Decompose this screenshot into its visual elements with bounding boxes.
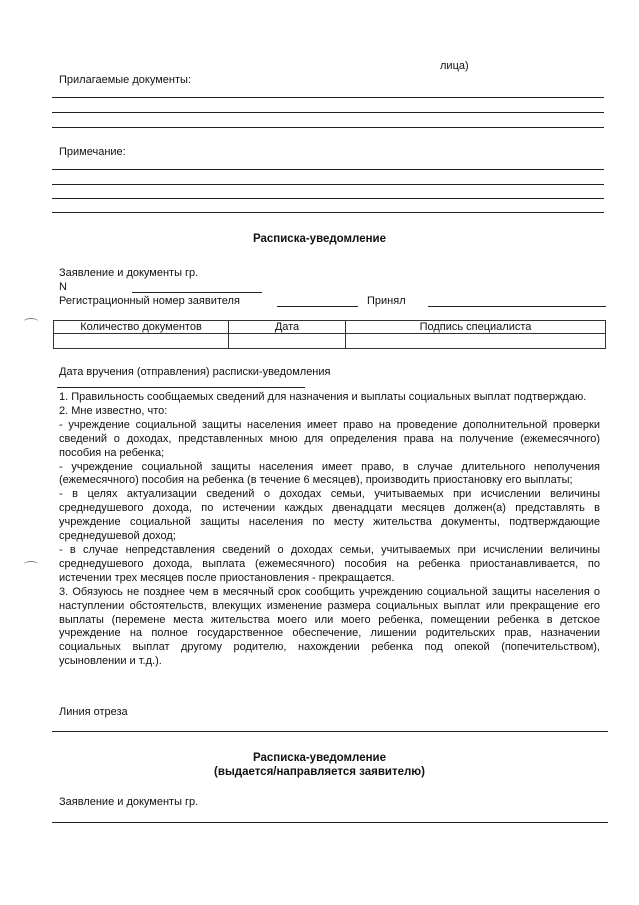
attached-line-1: [52, 97, 604, 98]
statement-item: - в целях актуализации сведений о доходах семьи, учитываемых при исчислении величины среднедушевого дохода, по истечении каждых двенадцати месяцев должен(а) представлять в учреждение социальной защиты населения по месту жительства документы, подтверждающие среднедушевой доход;: [59, 488, 600, 543]
attached-documents-label: Прилагаемые документы:: [59, 74, 191, 86]
receipt2-application-field-line: [52, 822, 608, 823]
attached-line-3: [52, 127, 604, 128]
documents-table: [53, 320, 606, 349]
number-label: N: [59, 281, 67, 293]
statements-block: [59, 391, 600, 669]
accepted-label: Принял: [367, 295, 406, 307]
cell-date: [229, 334, 346, 349]
delivery-date-line: [57, 387, 305, 388]
application-line: Заявление и документы гр.: [59, 267, 199, 279]
note-line-3: [52, 198, 604, 199]
attached-line-2: [52, 112, 604, 113]
statement-item: - учреждение социальной защиты населения имеет право на проведение дополнительной проверки сведений о доходах, представленных мною для определения права на получение (ежемесячного) пособия на ребенка;: [59, 418, 600, 459]
note-line-2: [52, 184, 604, 185]
receipt-title: Расписка-уведомление: [252, 233, 387, 245]
cell-signature: [346, 334, 606, 349]
statement-item: - учреждение социальной защиты населения имеет право, в случае длительного неполучения (ежемесячного) пособия на ребенка (в течение 6 месяцев), производить приостановку его выплаты;: [59, 460, 600, 487]
statement-item: 2. Мне известно, что:: [59, 404, 168, 417]
registration-number-label: Регистрационный номер заявителя: [59, 295, 240, 307]
header-date: Дата: [229, 321, 346, 334]
statement-item: 3. Обязуюсь не позднее чем в месячный срок сообщить учреждению социальной защиты населения о наступлении обстоятельств, влекущих изменение размера социальных выплат или прекращение его выплаты (перемене места жительства моего или моего ребенка, помещении ребенка в детское учреждение на полное государственное обеспечение, лишении родительских прав, назначении социальных выплат другому родителю, нахождении ребенка под опекой (попечительством), усыновлении и т.д.).: [59, 585, 600, 668]
table-header-row: [54, 321, 606, 334]
note-label: Примечание:: [59, 146, 126, 158]
cell-document-count: [54, 334, 229, 349]
note-line-4: [52, 212, 604, 213]
delivery-date-label: Дата вручения (отправления) расписки-уведомления: [59, 366, 331, 378]
hole-punch-mark: [24, 318, 38, 325]
receipt2-subtitle: (выдается/направляется заявителю): [214, 766, 425, 778]
fragment-text: лица): [440, 60, 469, 72]
header-specialist-signature: Подпись специалиста: [346, 321, 606, 334]
cut-line-label: Линия отреза: [59, 706, 128, 718]
table-row: [54, 334, 606, 349]
receipt2-application-line: Заявление и документы гр.: [59, 796, 199, 808]
registration-number-field-line: [277, 306, 358, 307]
note-line-1: [52, 169, 604, 170]
number-field-line: [132, 292, 262, 293]
statement-item: 1. Правильность сообщаемых сведений для назначения и выплаты социальных выплат подтверждаю.: [59, 391, 587, 403]
cut-line: [52, 731, 608, 732]
header-document-count: Количество документов: [54, 321, 229, 334]
accepted-field-line: [428, 306, 606, 307]
receipt2-title: Расписка-уведомление: [252, 752, 387, 764]
hole-punch-mark: [24, 561, 38, 568]
statement-item: - в случае непредставления сведений о доходах семьи, учитываемых при исчислении величины среднедушевого дохода, выплата (ежемесячного) пособия на ребенка приостанавливается, по истечении трех месяцев после приостановления - прекращается.: [59, 543, 600, 584]
